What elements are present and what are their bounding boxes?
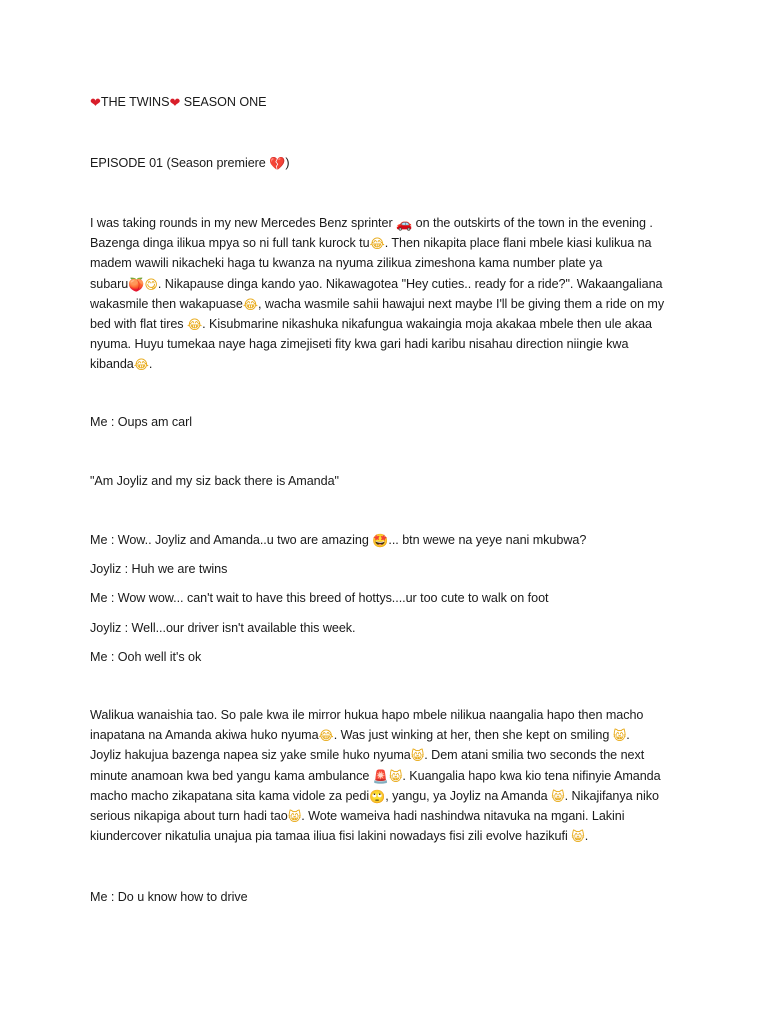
- text-line: [90, 826, 690, 846]
- broken-heart-icon: 💔: [269, 157, 286, 172]
- text-span: inapatana na Amanda akiwa huko nyuma: [90, 728, 319, 743]
- season-label: SEASON ONE: [183, 95, 267, 109]
- text-line: [90, 725, 690, 745]
- text-span: . Nikajifanya niko: [564, 788, 659, 803]
- text-span: . Kuangalia hapo kwa kio tena nifinyie Amanda: [402, 768, 661, 783]
- grinning-cat-icon: 😸: [571, 830, 585, 846]
- siren-light-icon: 🚨: [372, 769, 389, 785]
- grinning-cat-icon: 😸: [410, 749, 425, 765]
- dialog-line: [90, 530, 690, 550]
- text-span: Walikua wanaishia tao. So pale kwa ile mirror hukua hapo mbele nilikua naangalia hapo then macho: [90, 708, 644, 722]
- laughing-face-icon: 😂: [369, 237, 385, 253]
- text-span: kibanda: [90, 357, 134, 372]
- laughing-face-icon: 😂: [133, 358, 149, 374]
- text-line: [90, 766, 690, 786]
- text-span: I was taking rounds in my new Mercedes Benz sprinter: [90, 216, 397, 230]
- text-line: [90, 294, 690, 314]
- laughing-face-icon: 😂: [242, 297, 258, 313]
- text-span: minute anamoan kwa bed yangu kama ambulance: [90, 768, 373, 783]
- text-line: [90, 274, 690, 294]
- text-span: kiundercover nikatulia unajua pia tamaa iliua fisi lakini nowadays fisi zili evolve hazikufi: [90, 829, 572, 844]
- dialog-line: Me : Wow wow... can't wait to have this breed of hottys....ur too cute to walk on foot: [90, 591, 549, 606]
- text-span: macho macho zikapatana sita kama vidole za pedi: [90, 788, 370, 803]
- text-span: . Was just winking at her, then she kept on smiling: [333, 728, 613, 743]
- text-span: . Kisubmarine nikashuka nikafungua wakaingia moja akakaa mbele then ule akaa: [202, 317, 652, 332]
- dialog-joyliz-intro: [90, 471, 690, 491]
- laughing-face-icon: 😂: [318, 729, 334, 745]
- text-line: [90, 233, 690, 253]
- text-span: . Dem atani smilia two seconds the next: [424, 748, 645, 763]
- dialog-line: Joyliz : Huh we are twins: [90, 562, 228, 577]
- title-text: THE TWINS: [100, 95, 170, 109]
- dialog-line: "Am Joyliz and my siz back there is Amanda": [90, 474, 339, 488]
- dialog-me-drive: [90, 887, 690, 907]
- episode-close: ): [285, 156, 290, 170]
- text-line: [90, 213, 690, 233]
- text-span: serious nikapiga about turn hadi tao: [90, 809, 288, 824]
- text-line: [90, 314, 690, 334]
- red-heart-icon: ❤: [169, 96, 181, 111]
- text-span: nyuma. Huyu tumekaa naye haga zimejiseti fity kwa gari hadi karibu nisahau direction niingie kwa: [90, 337, 629, 352]
- star-struck-face-icon: 🤩: [372, 534, 389, 549]
- dialog-line: Joyliz : Well...our driver isn't available this week.: [90, 620, 356, 635]
- text-span: .: [584, 829, 589, 844]
- grinning-cat-icon: 😸: [551, 789, 565, 805]
- peach-icon: 🍑: [128, 277, 145, 293]
- dialog-line: Me : Do u know how to drive: [90, 890, 248, 904]
- text-span: Bazenga dinga ilikua mpya so ni full tank kurock tu: [90, 236, 370, 251]
- text-span: wakasmile then wakapuase: [90, 296, 243, 311]
- paragraph-intro: [90, 213, 690, 375]
- text-span: Me : Wow.. Joyliz and Amanda..u two are amazing: [90, 533, 373, 547]
- text-span: on the outskirts of the town in the evening .: [412, 216, 653, 230]
- text-line: [90, 253, 690, 273]
- text-span: Joyliz hakujua bazenga napea siz yake smile huko nyuma: [90, 748, 411, 763]
- text-span: bed with flat tires: [90, 317, 187, 332]
- text-span: . Wote wameiva hadi nashindwa nitavuka na mgani. Lakini: [301, 809, 625, 824]
- text-span: .: [626, 728, 630, 743]
- episode-heading: [90, 153, 690, 173]
- text-span: .: [148, 357, 153, 372]
- text-span: . Then nikapita place flani mbele kiasi kulikua na: [384, 236, 652, 251]
- yum-face-icon: 😋: [144, 277, 158, 293]
- grinning-cat-icon: 😸: [388, 769, 403, 785]
- grinning-cat-icon: 😸: [287, 810, 302, 826]
- laughing-face-icon: 😂: [187, 318, 203, 334]
- dialog-me-intro: [90, 412, 690, 432]
- text-line: [90, 334, 690, 354]
- car-icon: 🚗: [396, 217, 413, 232]
- red-heart-icon: ❤: [90, 96, 101, 111]
- text-span: subaru: [90, 276, 129, 291]
- text-line: [90, 745, 690, 765]
- paragraph-mirror: [90, 705, 690, 846]
- dialog-line: Me : Ooh well it's ok: [90, 649, 202, 664]
- text-span: ... btn wewe na yeye nani mkubwa?: [388, 533, 587, 547]
- text-line: [90, 806, 690, 826]
- text-line: [90, 354, 690, 374]
- text-span: madem wawili nikacheki haga tu kwanza na nyuma zilikua zimeshona kama number plate ya: [90, 256, 603, 271]
- grinning-cat-icon: 😸: [612, 729, 627, 745]
- episode-text: EPISODE 01 (Season premiere: [90, 156, 270, 170]
- dialog-line: Me : Oups am carl: [90, 415, 193, 429]
- text-line: [90, 705, 690, 725]
- text-span: , wacha wasmile sahii hawajui next maybe I'll be giving them a ride on my: [257, 296, 665, 311]
- story-title: [90, 92, 690, 112]
- text-line: [90, 786, 690, 806]
- eye-roll-face-icon: 🙄: [369, 789, 386, 805]
- dialog-group: [90, 530, 690, 667]
- text-span: , yangu, ya Joyliz na Amanda: [385, 788, 552, 803]
- text-span: . Nikapause dinga kando yao. Nikawagotea "Hey cuties.. ready for a ride?". Wakaangaliana: [157, 276, 663, 291]
